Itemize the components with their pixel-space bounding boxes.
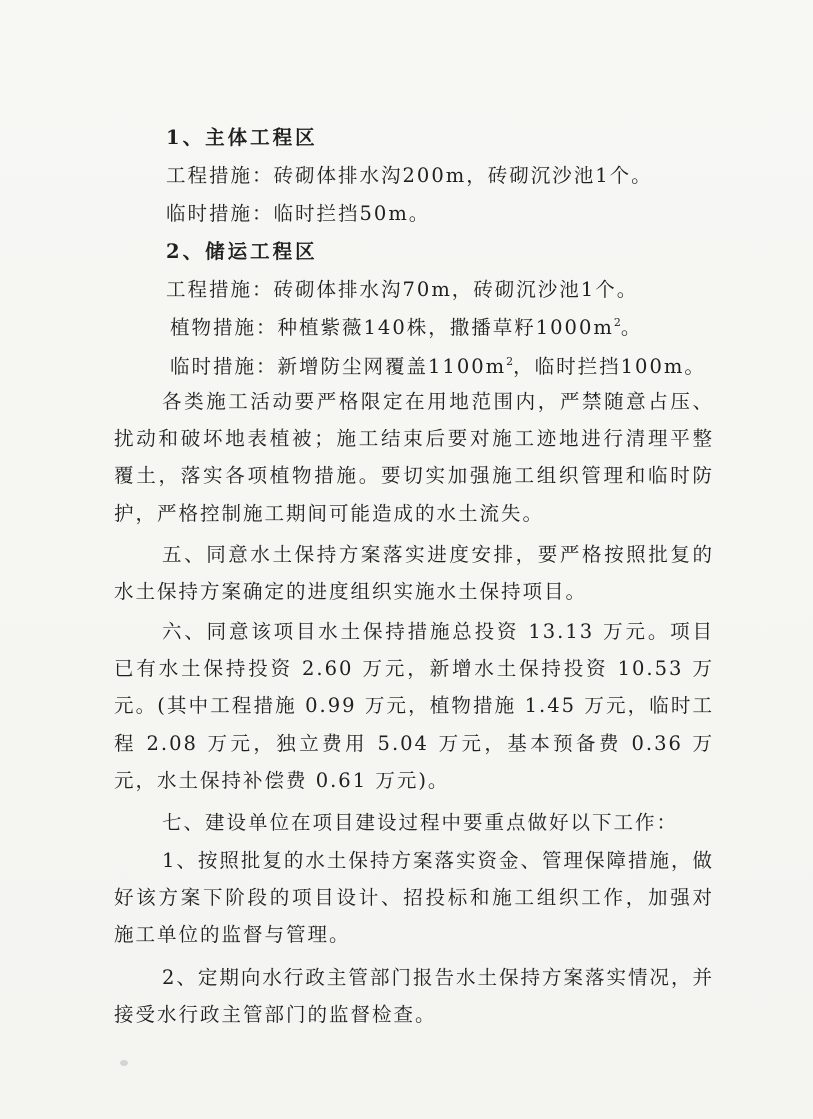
line-engineering-measures-2: 工程措施：砖砌体排水沟70m，砖砌沉沙池1个。 [166,278,639,301]
plant-measures-text: 植物措施：种植紫薇140株，撒播草籽1000m [170,316,614,339]
paragraph-task-1: 1、按照批复的水土保持方案落实资金、管理保障措施，做好该方案下阶段的项目设计、招投标和施工组织工作，加强对施工单位的监督与管理。 [114,849,714,947]
section-heading-main-works: 1、主体工程区 [166,126,318,149]
line-plant-measures-2 [170,312,642,340]
paragraph-item-6-investment: 六、同意该项目水土保持措施总投资 13.13 万元。项目已有水土保持投资 2.60 万元，新增水土保持投资 10.53 万元。(其中工程措施 0.99 万元，植物措施 1.45 万元，临时工程 2.08 万元，独立费用 5.04 万元，基本预备费 0.36 万元，水土保持补偿费 0.61 万元)。 [114,620,714,792]
temporary-measures-text: 临时措施：新增防尘网覆盖1100m [170,355,507,378]
line-temporary-measures-1: 临时措施：临时拦挡50m。 [166,202,431,225]
plant-measures-end: 。 [620,316,643,339]
temporary-measures-end: ，临时拦挡100m。 [513,355,706,378]
line-temporary-measures-2 [170,351,706,379]
square-superscript-2: 2 [506,355,514,368]
paragraph-task-2: 2、定期向水行政主管部门报告水土保持方案落实情况，并接受水行政主管部门的监督检查。 [114,966,714,1027]
paragraph-item-7: 七、建设单位在项目建设过程中要重点做好以下工作： [162,811,679,834]
square-superscript: 2 [613,316,621,329]
paragraph-item-5: 五、同意水土保持方案落实进度安排，要严格按照批复的水土保持方案确定的进度组织实施水土保持项目。 [114,543,714,604]
section-heading-storage-works: 2、储运工程区 [166,240,318,263]
line-engineering-measures-1: 工程措施：砖砌体排水沟200m，砖砌沉沙池1个。 [166,164,653,187]
scan-speck [120,1060,128,1066]
paragraph-construction-activities: 各类施工活动要严格限定在用地范围内，严禁随意占压、扰动和破坏地表植被；施工结束后要对施工迹地进行清理平整覆土，落实各项植物措施。要切实加强施工组织管理和临时防护，严格控制施工期间可能造成的水土流失。 [114,390,714,525]
